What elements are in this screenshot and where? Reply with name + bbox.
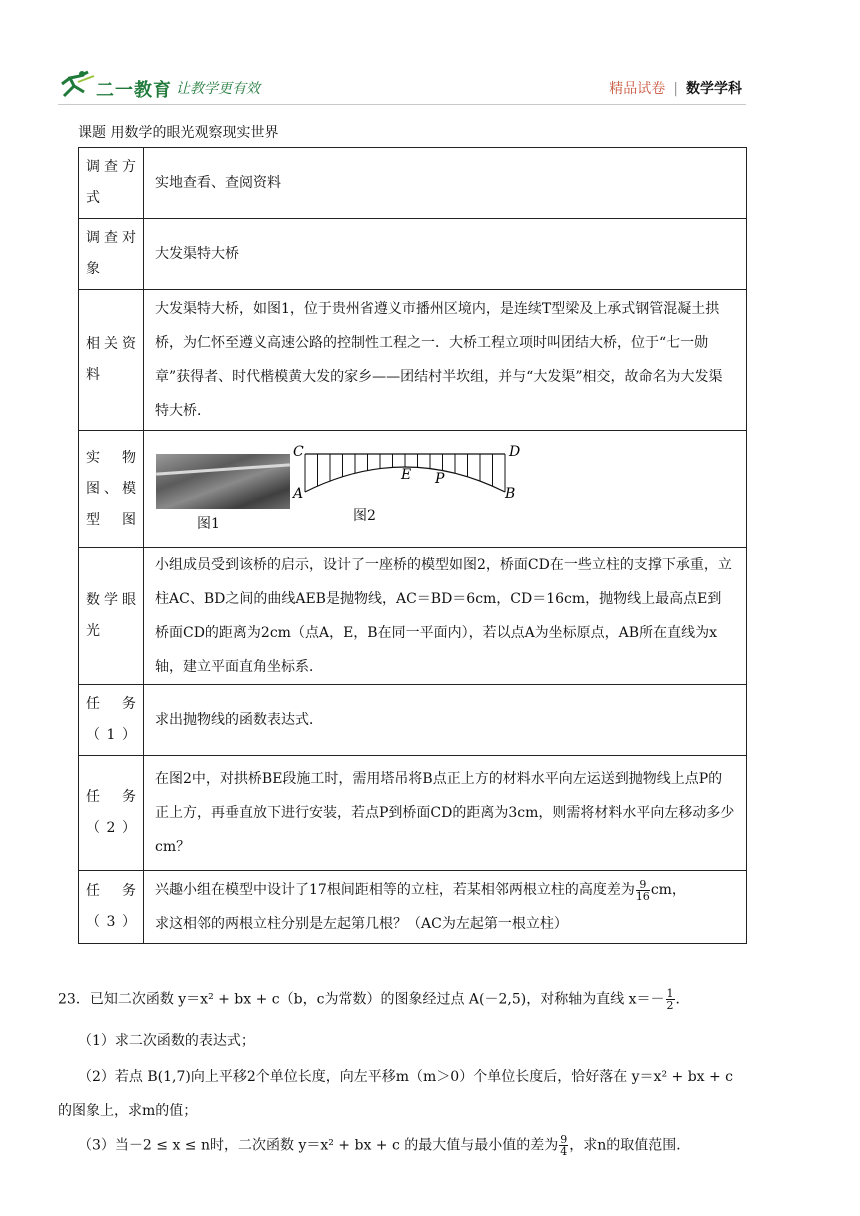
logo: [58, 70, 278, 104]
row-content: 求出抛物线的函数表达式．: [144, 685, 747, 756]
fig2-caption: 图2: [353, 508, 376, 524]
bridge-model-diagram: [291, 442, 531, 512]
table-row: [79, 148, 747, 219]
table-row: [79, 431, 747, 548]
runner-logo-icon: [58, 70, 98, 102]
question-23-stem: 23．已知二次函数 y＝x² + bx + c（b，c为常数）的图象经过点 A(－2,5)，对称轴为直线 x＝－ $\frac{1}{2}$ ．: [58, 987, 690, 1012]
row-content: 在图2中，对拱桥BE段施工时，需用塔吊将B点正上方的材料水平向左运送到抛物线上点P的正上方，再垂直放下进行安装，若点P到桥面CD的距离为3cm，则需将材料水平向左移动多少cm？: [144, 756, 747, 871]
row-content: 大发渠特大桥，如图1，位于贵州省遵义市播州区境内，是连续T型梁及上承式钢管混凝土拱桥，为仁怀至遵义高速公路的控制性工程之一．大桥工程立项时叫团结大桥，位于“七一勋章”获得者、时代楷模黄大发的家乡——团结村半坎组，并与“大发渠”相交，故命名为大发渠特大桥．: [144, 290, 747, 431]
row-content: 大发渠特大桥: [144, 219, 747, 290]
point-b-label: B: [505, 486, 516, 502]
bridge-photo: [156, 454, 290, 509]
point-e-label: E: [401, 467, 412, 483]
topic-title: 课题 用数学的眼光观察现实世界: [78, 125, 279, 141]
investigation-table: [78, 147, 747, 944]
point-c-label: C: [293, 444, 304, 460]
fig1-caption: 图1: [197, 516, 220, 532]
row-label: 数学眼光: [79, 548, 144, 685]
row-content: [144, 871, 747, 944]
logo-name: 二一教育: [96, 80, 172, 101]
task3-text-b: cm，: [650, 882, 686, 898]
point-d-label: D: [509, 444, 521, 460]
row-content: 实地查看、查阅资料: [144, 148, 747, 219]
table-row: [79, 290, 747, 431]
task3-text-a: 兴趣小组在模型中设计了17根间距相等的立柱，若某相邻两根立柱的高度差为: [155, 882, 635, 898]
part3-fraction: $\frac{9}{4}$: [560, 1133, 568, 1158]
table-row: [79, 685, 747, 756]
header-subject: 数学学科: [686, 81, 742, 97]
question-23-part3: （3）当－2 ≤ x ≤ n时，二次函数 y＝x² + bx + c 的最大值与最小值的差为 $\frac{9}{4}$ ，求n的取值范围．: [78, 1133, 691, 1158]
header-separator: |: [673, 81, 678, 97]
row-label: 相关资料: [79, 290, 144, 431]
table-row: [79, 756, 747, 871]
row-label: 调查方式: [79, 148, 144, 219]
task3-text-c: 求这相邻的两根立柱分别是左起第几根？（AC为左起第一根立柱）: [155, 916, 568, 932]
table-row: [79, 219, 747, 290]
stem-fraction: $\frac{1}{2}$: [666, 987, 674, 1012]
table-row: [79, 871, 747, 944]
row-label: 任务（3）: [79, 871, 144, 944]
logo-slogan: 让教学更有效: [176, 81, 260, 97]
header-tags: [609, 78, 742, 98]
task3-fraction: $\frac{9}{16}$: [635, 877, 650, 903]
header-divider: [58, 104, 746, 105]
figures-cell: [144, 431, 747, 548]
row-label: 任务（1）: [79, 685, 144, 756]
figures: [155, 434, 655, 544]
question-23-part2-line1: （2）若点 B(1,7)向上平移2个单位长度，向左平移m（m＞0）个单位长度后，恰好落在 y＝x² + bx + c: [78, 1069, 734, 1085]
header-tag: 精品试卷: [609, 81, 666, 97]
question-23-part2-line2: 的图象上，求m的值；: [58, 1103, 198, 1119]
page-header: [0, 0, 860, 110]
row-label: 任务（2）: [79, 756, 144, 871]
point-a-label: A: [293, 486, 304, 502]
question-23-part1: （1）求二次函数的表达式；: [78, 1033, 255, 1049]
row-label: 调查对象: [79, 219, 144, 290]
point-p-label: P: [435, 471, 445, 487]
row-content: 小组成员受到该桥的启示，设计了一座桥的模型如图2，桥面CD在一些立柱的支撑下承重，立柱AC、BD之间的曲线AEB是抛物线，AC＝BD＝6cm，CD＝16cm，抛物线上最高点E到桥面CD的距离为2cm（点A，E，B在同一平面内），若以点A为坐标原点，AB所在直线为x轴，建立平面直角坐标系．: [144, 548, 747, 685]
row-label: 实物图、模型图: [79, 431, 144, 548]
table-row: [79, 548, 747, 685]
